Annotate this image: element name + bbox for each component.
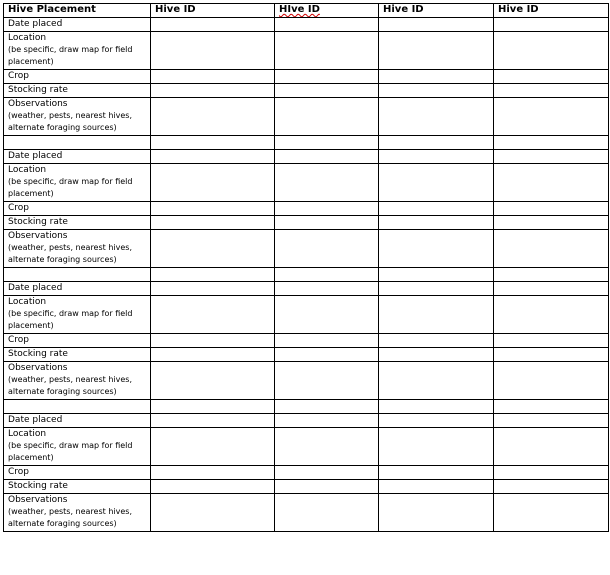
hive-entry-cell[interactable] <box>151 428 275 466</box>
row-label <box>4 296 151 334</box>
hive-entry-cell[interactable] <box>379 348 494 362</box>
date-placed-row <box>4 150 609 164</box>
hive-entry-cell[interactable] <box>494 202 609 216</box>
hive-entry-cell[interactable] <box>275 362 379 400</box>
table-title: Hive Placement <box>4 4 151 18</box>
separator-cell <box>4 400 151 414</box>
row-label-text: Date placed <box>8 415 63 425</box>
row-label-text: Stocking rate <box>8 481 68 491</box>
hive-entry-cell[interactable] <box>379 150 494 164</box>
hive-entry-cell[interactable] <box>151 164 275 202</box>
hive-entry-cell[interactable] <box>275 414 379 428</box>
separator-cell <box>275 136 379 150</box>
hive-entry-cell[interactable] <box>494 466 609 480</box>
hive-entry-cell[interactable] <box>275 202 379 216</box>
hive-entry-cell[interactable] <box>151 230 275 268</box>
stocking-rate-row <box>4 216 609 230</box>
row-label <box>4 466 151 480</box>
hive-entry-cell[interactable] <box>494 230 609 268</box>
hive-entry-cell[interactable] <box>494 164 609 202</box>
separator-cell <box>4 268 151 282</box>
row-label-text: Observations <box>8 495 68 505</box>
row-label <box>4 494 151 532</box>
group-separator-row <box>4 268 609 282</box>
separator-cell <box>494 136 609 150</box>
row-label-text: Crop <box>8 467 30 477</box>
observations-row <box>4 98 609 136</box>
location-row <box>4 296 609 334</box>
row-label <box>4 216 151 230</box>
separator-cell <box>494 400 609 414</box>
row-label-text: Stocking rate <box>8 349 68 359</box>
observations-row <box>4 230 609 268</box>
table-body <box>4 18 609 532</box>
hive-entry-cell[interactable] <box>151 334 275 348</box>
date-placed-row <box>4 414 609 428</box>
separator-cell <box>151 268 275 282</box>
hive-entry-cell[interactable] <box>379 216 494 230</box>
hive-entry-cell[interactable] <box>494 150 609 164</box>
row-label-note: (weather, pests, nearest hives, alternate foraging sources) <box>8 375 132 396</box>
hive-entry-cell[interactable] <box>379 230 494 268</box>
stocking-rate-row <box>4 84 609 98</box>
row-label-text: Date placed <box>8 283 63 293</box>
row-label-text: Location <box>8 33 47 43</box>
row-label-text: Stocking rate <box>8 217 68 227</box>
hive-entry-cell[interactable] <box>151 18 275 32</box>
hive-entry-cell[interactable] <box>151 98 275 136</box>
separator-cell <box>151 400 275 414</box>
row-label <box>4 282 151 296</box>
row-label-note: (weather, pests, nearest hives, alternate foraging sources) <box>8 111 132 132</box>
row-label <box>4 334 151 348</box>
hive-entry-cell[interactable] <box>275 164 379 202</box>
hive-entry-cell[interactable] <box>379 494 494 532</box>
hive-placement-table <box>3 3 609 532</box>
row-label-note: (weather, pests, nearest hives, alternate foraging sources) <box>8 243 132 264</box>
misspelled-header-text: HIve ID <box>279 4 320 15</box>
hive-entry-cell[interactable] <box>151 282 275 296</box>
row-label <box>4 18 151 32</box>
hive-entry-cell[interactable] <box>494 84 609 98</box>
hive-entry-cell[interactable] <box>151 480 275 494</box>
hive-entry-cell[interactable] <box>275 428 379 466</box>
hive-entry-cell[interactable] <box>275 70 379 84</box>
hive-entry-cell[interactable] <box>494 494 609 532</box>
hive-entry-cell[interactable] <box>494 414 609 428</box>
hive-entry-cell[interactable] <box>151 466 275 480</box>
hive-entry-cell[interactable] <box>275 494 379 532</box>
hive-entry-cell[interactable] <box>379 466 494 480</box>
group-separator-row <box>4 136 609 150</box>
row-label-text: Date placed <box>8 19 63 29</box>
hive-entry-cell[interactable] <box>275 296 379 334</box>
row-label <box>4 70 151 84</box>
row-label <box>4 428 151 466</box>
hive-entry-cell[interactable] <box>379 296 494 334</box>
row-label-text: Location <box>8 165 47 175</box>
hive-entry-cell[interactable] <box>494 70 609 84</box>
crop-row <box>4 202 609 216</box>
stocking-rate-row <box>4 480 609 494</box>
hive-entry-cell[interactable] <box>151 348 275 362</box>
hive-entry-cell[interactable] <box>494 32 609 70</box>
hive-entry-cell[interactable] <box>275 334 379 348</box>
row-label <box>4 150 151 164</box>
location-row <box>4 164 609 202</box>
row-label <box>4 98 151 136</box>
header-row <box>4 4 609 18</box>
hive-entry-cell[interactable] <box>275 150 379 164</box>
row-label <box>4 32 151 70</box>
hive-entry-cell[interactable] <box>151 296 275 334</box>
location-row <box>4 428 609 466</box>
stocking-rate-row <box>4 348 609 362</box>
hive-entry-cell[interactable] <box>379 202 494 216</box>
hive-entry-cell[interactable] <box>151 414 275 428</box>
column-header-hive-id: Hive ID <box>379 4 494 18</box>
row-label-note: (be specific, draw map for field placement) <box>8 309 133 330</box>
hive-entry-cell[interactable] <box>379 18 494 32</box>
hive-entry-cell[interactable] <box>379 334 494 348</box>
hive-entry-cell[interactable] <box>494 480 609 494</box>
row-label-text: Observations <box>8 99 68 109</box>
row-label-text: Stocking rate <box>8 85 68 95</box>
crop-row <box>4 70 609 84</box>
separator-cell <box>379 136 494 150</box>
hive-entry-cell[interactable] <box>379 98 494 136</box>
row-label <box>4 414 151 428</box>
hive-entry-cell[interactable] <box>494 18 609 32</box>
row-label <box>4 230 151 268</box>
hive-entry-cell[interactable] <box>379 70 494 84</box>
observations-row <box>4 362 609 400</box>
hive-entry-cell[interactable] <box>379 84 494 98</box>
hive-entry-cell[interactable] <box>151 362 275 400</box>
separator-cell <box>379 268 494 282</box>
hive-entry-cell[interactable] <box>379 282 494 296</box>
hive-entry-cell[interactable] <box>494 282 609 296</box>
hive-entry-cell[interactable] <box>494 348 609 362</box>
hive-entry-cell[interactable] <box>151 84 275 98</box>
separator-cell <box>151 136 275 150</box>
hive-entry-cell[interactable] <box>275 282 379 296</box>
row-label-text: Date placed <box>8 151 63 161</box>
hive-entry-cell[interactable] <box>379 32 494 70</box>
date-placed-row <box>4 18 609 32</box>
row-label <box>4 362 151 400</box>
separator-cell <box>4 136 151 150</box>
row-label-text: Crop <box>8 335 30 345</box>
observations-row <box>4 494 609 532</box>
hive-entry-cell[interactable] <box>151 494 275 532</box>
hive-entry-cell[interactable] <box>275 18 379 32</box>
hive-entry-cell[interactable] <box>275 230 379 268</box>
date-placed-row <box>4 282 609 296</box>
row-label <box>4 164 151 202</box>
hive-entry-cell[interactable] <box>494 362 609 400</box>
hive-entry-cell[interactable] <box>275 84 379 98</box>
hive-entry-cell[interactable] <box>151 32 275 70</box>
hive-entry-cell[interactable] <box>494 334 609 348</box>
row-label-text: Crop <box>8 203 30 213</box>
row-label-text: Location <box>8 429 47 439</box>
column-header-hive-id: Hive ID <box>494 4 609 18</box>
hive-entry-cell[interactable] <box>494 428 609 466</box>
hive-entry-cell[interactable] <box>379 480 494 494</box>
separator-cell <box>494 268 609 282</box>
group-separator-row <box>4 400 609 414</box>
hive-entry-cell[interactable] <box>494 98 609 136</box>
hive-entry-cell[interactable] <box>151 216 275 230</box>
row-label-text: Observations <box>8 231 68 241</box>
row-label-note: (be specific, draw map for field placement) <box>8 441 133 462</box>
row-label-note: (be specific, draw map for field placement) <box>8 45 133 66</box>
hive-entry-cell[interactable] <box>379 164 494 202</box>
hive-entry-cell[interactable] <box>275 216 379 230</box>
column-header-hive-id: Hive ID <box>151 4 275 18</box>
separator-cell <box>275 268 379 282</box>
hive-entry-cell[interactable] <box>275 98 379 136</box>
separator-cell <box>379 400 494 414</box>
hive-entry-cell[interactable] <box>275 32 379 70</box>
row-label <box>4 202 151 216</box>
row-label-text: Crop <box>8 71 30 81</box>
row-label <box>4 348 151 362</box>
hive-entry-cell[interactable] <box>494 296 609 334</box>
row-label-text: Observations <box>8 363 68 373</box>
hive-entry-cell[interactable] <box>379 414 494 428</box>
hive-entry-cell[interactable] <box>494 216 609 230</box>
row-label-note: (be specific, draw map for field placement) <box>8 177 133 198</box>
hive-entry-cell[interactable] <box>275 480 379 494</box>
hive-entry-cell[interactable] <box>275 466 379 480</box>
hive-entry-cell[interactable] <box>275 348 379 362</box>
hive-entry-cell[interactable] <box>151 70 275 84</box>
hive-entry-cell[interactable] <box>151 202 275 216</box>
column-header-hive-id <box>275 4 379 18</box>
location-row <box>4 32 609 70</box>
hive-entry-cell[interactable] <box>379 428 494 466</box>
row-label <box>4 480 151 494</box>
hive-entry-cell[interactable] <box>151 150 275 164</box>
crop-row <box>4 334 609 348</box>
row-label-text: Location <box>8 297 47 307</box>
crop-row <box>4 466 609 480</box>
row-label <box>4 84 151 98</box>
hive-entry-cell[interactable] <box>379 362 494 400</box>
row-label-note: (weather, pests, nearest hives, alternate foraging sources) <box>8 507 132 528</box>
separator-cell <box>275 400 379 414</box>
